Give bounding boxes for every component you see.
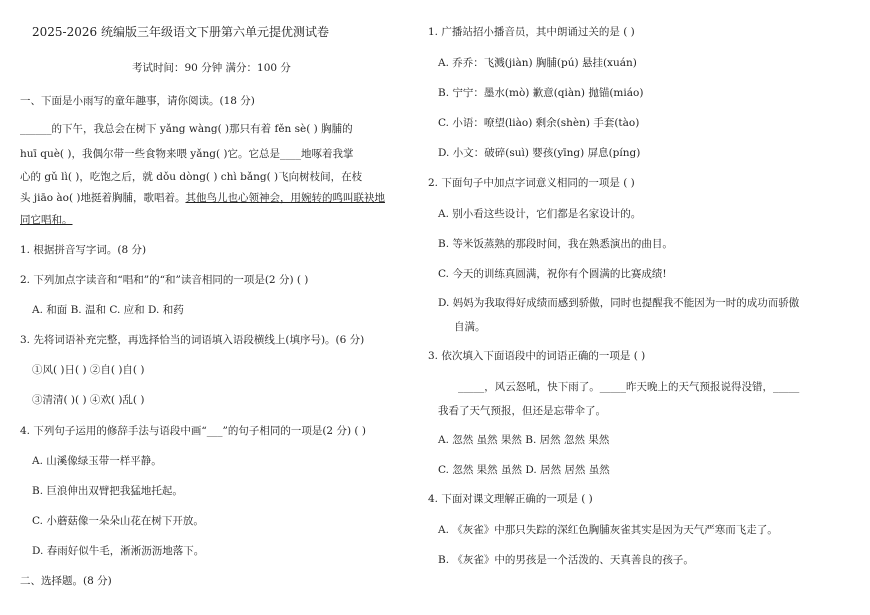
- choice-question-4-option-a: A. 《灰雀》中那只失踪的深红色胸脯灰雀其实是因为天气严寒而飞走了。: [438, 524, 778, 536]
- sub-question-4: 4. 下列句子运用的修辞手法与语段中画“___”的句子相同的一项是(2 分) ( ): [20, 425, 366, 437]
- exam-meta: 考试时间：90 分钟 满分：100 分: [132, 62, 291, 74]
- sub-question-1: 1. 根据拼音写字词。(8 分): [20, 244, 147, 256]
- choice-question-3-passage-2: 我看了天气预报，但还是忘带伞了。: [438, 405, 606, 417]
- sub-question-4-option-b: B. 巨浪伸出双臂把我猛地托起。: [32, 485, 183, 497]
- choice-question-1-option-b: B. 宁宁：墨水(mò) 歉意(qiàn) 抛锚(miáo): [438, 87, 644, 99]
- section-one-heading: 一、下面是小雨写的童年趣事，请你阅读。(18 分): [20, 95, 255, 107]
- sub-question-2: 2. 下列加点字读音和“唱和”的“和”读音相同的一项是(2 分) ( ): [20, 274, 309, 286]
- passage-line-1: ______的下午，我总会在树下 yǎng wàng( )那只有着 fěn sè( ) 胸脯的: [20, 123, 353, 135]
- sub-question-3-row-2: ③清清( )( ) ④欢( )乱( ): [32, 394, 145, 406]
- sub-question-3: 3. 先将词语补充完整，再选择恰当的词语填入语段横线上(填序号)。(6 分): [20, 334, 365, 346]
- choice-question-1-option-d: D. 小文：破碎(suì) 婴孩(yīng) 屏息(píng): [438, 147, 641, 159]
- passage-line-4-text: 头 jiāo ào( )地挺着胸脯，歌唱着。: [20, 192, 186, 204]
- passage-line-4: [20, 191, 385, 205]
- choice-question-1-option-c: C. 小语：嘹望(liào) 剩余(shèn) 手套(tào): [438, 117, 640, 129]
- section-two-heading: 二、选择题。(8 分): [20, 575, 112, 587]
- choice-question-2-option-d: D. 妈妈为我取得好成绩而感到骄傲，同时也提醒我不能因为一时的成功而骄傲: [438, 297, 800, 309]
- choice-question-1-option-a: A. 乔乔：飞溅(jiàn) 胸脯(pú) 悬挂(xuán): [438, 57, 637, 69]
- passage-underlined-sentence: 其他鸟儿也心领神会，用婉转的鸣叫联袂地: [185, 192, 385, 204]
- sub-question-2-options: A. 和面 B. 温和 C. 应和 D. 和药: [32, 304, 184, 316]
- choice-question-3-options-ab: A. 忽然 虽然 果然 B. 居然 忽然 果然: [438, 434, 610, 446]
- sub-question-4-option-d: D. 春雨好似牛毛，淅淅沥沥地落下。: [32, 545, 205, 557]
- choice-question-3: 3. 依次填入下面语段中的词语正确的一项是 ( ): [428, 350, 646, 362]
- choice-question-3-options-cd: C. 忽然 果然 虽然 D. 居然 居然 虽然: [438, 464, 610, 476]
- choice-question-2: 2. 下面句子中加点字词意义相同的一项是 ( ): [428, 177, 635, 189]
- choice-question-3-passage-1: _____，风云怒吼，快下雨了。_____昨天晚上的天气预报说得没错，_____: [458, 381, 800, 393]
- choice-question-4: 4. 下面对课文理解正确的一项是 ( ): [428, 493, 593, 505]
- sub-question-4-option-c: C. 小蘑菇像一朵朵山花在树下开放。: [32, 515, 204, 527]
- passage-line-3: 心的 gǔ lì( )，吃饱之后，就 dǒu dòng( ) chì bǎng( )飞向树枝间，在枝: [20, 171, 363, 183]
- exam-title: 2025-2026 统编版三年级语文下册第六单元提优测试卷: [32, 25, 329, 39]
- choice-question-4-option-b: B. 《灰雀》中的男孩是一个活泼的、天真善良的孩子。: [438, 554, 694, 566]
- choice-question-2-option-d-cont: 自满。: [454, 321, 486, 333]
- choice-question-2-option-b: B. 等米饭蒸熟的那段时间，我在熟悉演出的曲目。: [438, 238, 673, 250]
- choice-question-2-option-a: A. 别小看这些设计，它们都是名家设计的。: [438, 208, 642, 220]
- sub-question-4-option-a: A. 山溪像绿玉带一样平静。: [32, 455, 162, 467]
- choice-question-1: 1. 广播站招小播音员，其中朗诵过关的是 ( ): [428, 26, 635, 38]
- passage-line-2: huī què( )，我偶尔带一些食物来喂 yǎng( )它。它总是____地啄着我掌: [20, 148, 354, 160]
- passage-underlined-end: 同它唱和。: [20, 214, 73, 226]
- choice-question-2-option-c: C. 今天的训练真圆满，祝你有个圆满的比赛成绩!: [438, 268, 667, 280]
- sub-question-3-row-1: ①风( )日( ) ②自( )自( ): [32, 364, 145, 376]
